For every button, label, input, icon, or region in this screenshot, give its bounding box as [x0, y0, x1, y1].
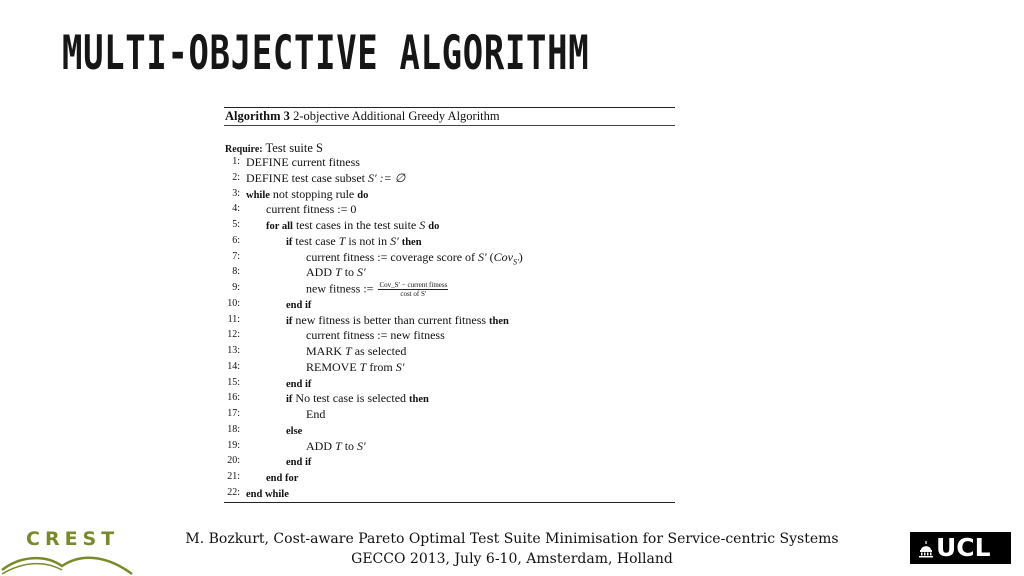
line-segment: ADD: [306, 438, 335, 453]
line-segment: S′: [395, 359, 405, 374]
algorithm-line: [224, 234, 675, 250]
line-segment: T: [335, 265, 342, 280]
line-segment: current fitness := 0: [266, 202, 357, 217]
line-text: [266, 218, 439, 233]
line-segment: as selected: [351, 344, 407, 358]
fitness-fraction: [378, 281, 448, 298]
line-text: [306, 265, 366, 280]
line-text: [286, 391, 429, 406]
keyword: end if: [286, 299, 312, 311]
line-number: 7:: [232, 250, 240, 262]
keyword: end if: [286, 378, 312, 390]
line-text: [246, 171, 405, 186]
line-number: 5:: [232, 219, 240, 230]
line-segment: S′: [390, 233, 399, 248]
keyword: if: [286, 236, 293, 248]
line-text: [266, 470, 298, 485]
line-segment: Cov: [493, 249, 513, 264]
line-number: 19:: [227, 439, 240, 451]
algorithm-line: [224, 454, 675, 470]
line-number: 20:: [227, 455, 240, 467]
ucl-dome-icon: [918, 540, 934, 558]
line-text: [246, 486, 289, 501]
line-number: 11:: [227, 313, 240, 325]
keyword: while: [246, 189, 270, 201]
line-segment: test cases in the test suite: [292, 218, 420, 232]
line-segment: ): [518, 249, 523, 264]
line-segment: S′: [357, 438, 366, 453]
line-segment: S: [419, 218, 426, 232]
line-segment: S′: [478, 249, 487, 264]
keyword: if: [286, 394, 293, 406]
reference-line-2: GECCO 2013, July 6-10, Amsterdam, Holland: [351, 551, 673, 567]
line-segment: No test case is selected: [292, 391, 410, 406]
line-text: [306, 281, 448, 298]
algorithm-line: [224, 187, 675, 203]
algorithm-lines: [224, 155, 675, 502]
algorithm-line: [224, 202, 675, 218]
algorithm-line: [224, 265, 675, 281]
require-keyword: Require:: [225, 144, 263, 155]
keyword: end for: [266, 473, 299, 484]
line-segment: ADD: [306, 265, 335, 280]
crest-logo: [0, 528, 140, 576]
line-text: [286, 454, 311, 469]
algorithm-caption-text: 2-objective Additional Greedy Algorithm: [293, 109, 500, 123]
line-segment: new fitness :=: [306, 281, 377, 296]
line-segment: not stopping rule: [269, 186, 358, 201]
keyword: if: [286, 315, 293, 327]
line-segment: T: [345, 344, 352, 358]
algorithm-line: [224, 297, 675, 313]
algorithm-line: [224, 423, 675, 439]
algorithm-line: [224, 470, 675, 486]
line-text: [306, 250, 523, 266]
line-number: 16:: [227, 392, 240, 404]
line-segment: (: [486, 249, 494, 264]
fraction-denominator: cost of S′: [400, 290, 427, 298]
algorithm-line: [224, 360, 675, 376]
keyword: do: [357, 189, 369, 201]
line-segment: current fitness := coverage score of: [306, 249, 479, 264]
algorithm-line: [224, 155, 675, 171]
keyword: do: [428, 221, 440, 232]
line-segment: to: [341, 265, 358, 280]
algorithm-line: [224, 171, 675, 187]
algorithm-label: Algorithm 3: [225, 109, 290, 123]
line-number: 17:: [227, 408, 240, 419]
fraction-numerator: Cov_S′ − current fitness: [379, 281, 448, 289]
line-text: [306, 360, 404, 375]
line-text: [246, 155, 360, 170]
algorithm-line: [224, 391, 675, 407]
line-number: 12:: [227, 329, 240, 341]
algorithm-line: [224, 407, 675, 423]
algorithm-line: [224, 281, 675, 297]
crest-swoosh-icon: [0, 548, 140, 576]
line-number: 1:: [232, 156, 240, 167]
line-segment: S′ := ∅: [367, 170, 406, 185]
crest-logo-text: CREST: [26, 528, 120, 550]
slide-title: MULTI-OBJECTIVE ALGORITHM: [62, 26, 590, 81]
keyword: then: [401, 236, 422, 248]
line-number: 9:: [232, 282, 240, 293]
algorithm-caption: [225, 109, 500, 124]
algorithm-line: [224, 439, 675, 455]
line-number: 10:: [227, 297, 240, 309]
line-segment: T: [335, 438, 342, 453]
line-number: 4:: [232, 203, 240, 215]
line-segment: new fitness is better than current fitness: [292, 312, 490, 327]
algorithm-mid-rule: [224, 125, 675, 126]
line-segment: S′: [357, 265, 366, 280]
line-text: [286, 423, 302, 438]
algorithm-line: [224, 313, 675, 329]
algorithm-line: [224, 250, 675, 266]
line-text: [306, 407, 325, 422]
line-number: 15:: [227, 376, 240, 388]
line-text: [266, 202, 356, 217]
line-number: 18:: [227, 423, 240, 435]
line-segment: DEFINE current fitness: [246, 155, 360, 169]
line-segment: REMOVE: [306, 359, 360, 374]
line-text: [286, 313, 509, 328]
algorithm-line: [224, 486, 675, 502]
keyword: end while: [246, 488, 289, 500]
line-number: 13:: [227, 345, 240, 356]
line-segment: is not in: [345, 233, 391, 248]
line-segment: DEFINE test case subset: [246, 170, 368, 185]
line-text: [246, 187, 368, 202]
line-segment: to: [341, 438, 358, 453]
algorithm-bottom-rule: [224, 502, 675, 503]
line-segment: from: [366, 359, 396, 374]
algorithm-line: [224, 376, 675, 392]
line-segment: current fitness := new fitness: [306, 328, 445, 343]
line-text: [286, 234, 422, 249]
line-number: 21:: [227, 471, 240, 482]
require-text: Test suite S: [265, 141, 323, 155]
line-text: [306, 344, 406, 359]
line-segment: T: [359, 359, 367, 374]
keyword: else: [286, 425, 303, 437]
keyword: then: [409, 394, 429, 406]
ucl-logo: [910, 532, 1011, 564]
algorithm-line: [224, 328, 675, 344]
line-segment: test case: [292, 233, 339, 248]
line-text: [306, 328, 445, 343]
line-text: [306, 439, 366, 454]
algorithm-top-rule: [224, 107, 675, 108]
line-segment: End: [306, 407, 326, 421]
line-number: 22:: [227, 486, 240, 498]
line-number: 2:: [232, 171, 240, 183]
line-number: 14:: [227, 360, 240, 372]
line-number: 8:: [232, 266, 240, 278]
keyword: end if: [286, 457, 312, 469]
algorithm-line: [224, 218, 675, 234]
line-segment: MARK: [306, 344, 346, 358]
line-segment: S′: [513, 256, 519, 266]
line-number: 6:: [232, 234, 240, 246]
algorithm-require: [225, 141, 323, 156]
ucl-logo-text: UCL: [936, 533, 991, 562]
reference-line-1: M. Bozkurt, Cost-aware Pareto Optimal Test Suite Minimisation for Service-centric Systems: [185, 531, 839, 547]
algorithm-box: [224, 107, 675, 503]
line-number: 3:: [232, 187, 240, 199]
keyword: then: [489, 315, 509, 327]
line-text: [286, 376, 311, 391]
keyword: for all: [266, 221, 293, 232]
line-segment: T: [338, 233, 346, 248]
footer-reference: [0, 529, 1024, 569]
line-text: [286, 297, 311, 312]
algorithm-line: [224, 344, 675, 360]
